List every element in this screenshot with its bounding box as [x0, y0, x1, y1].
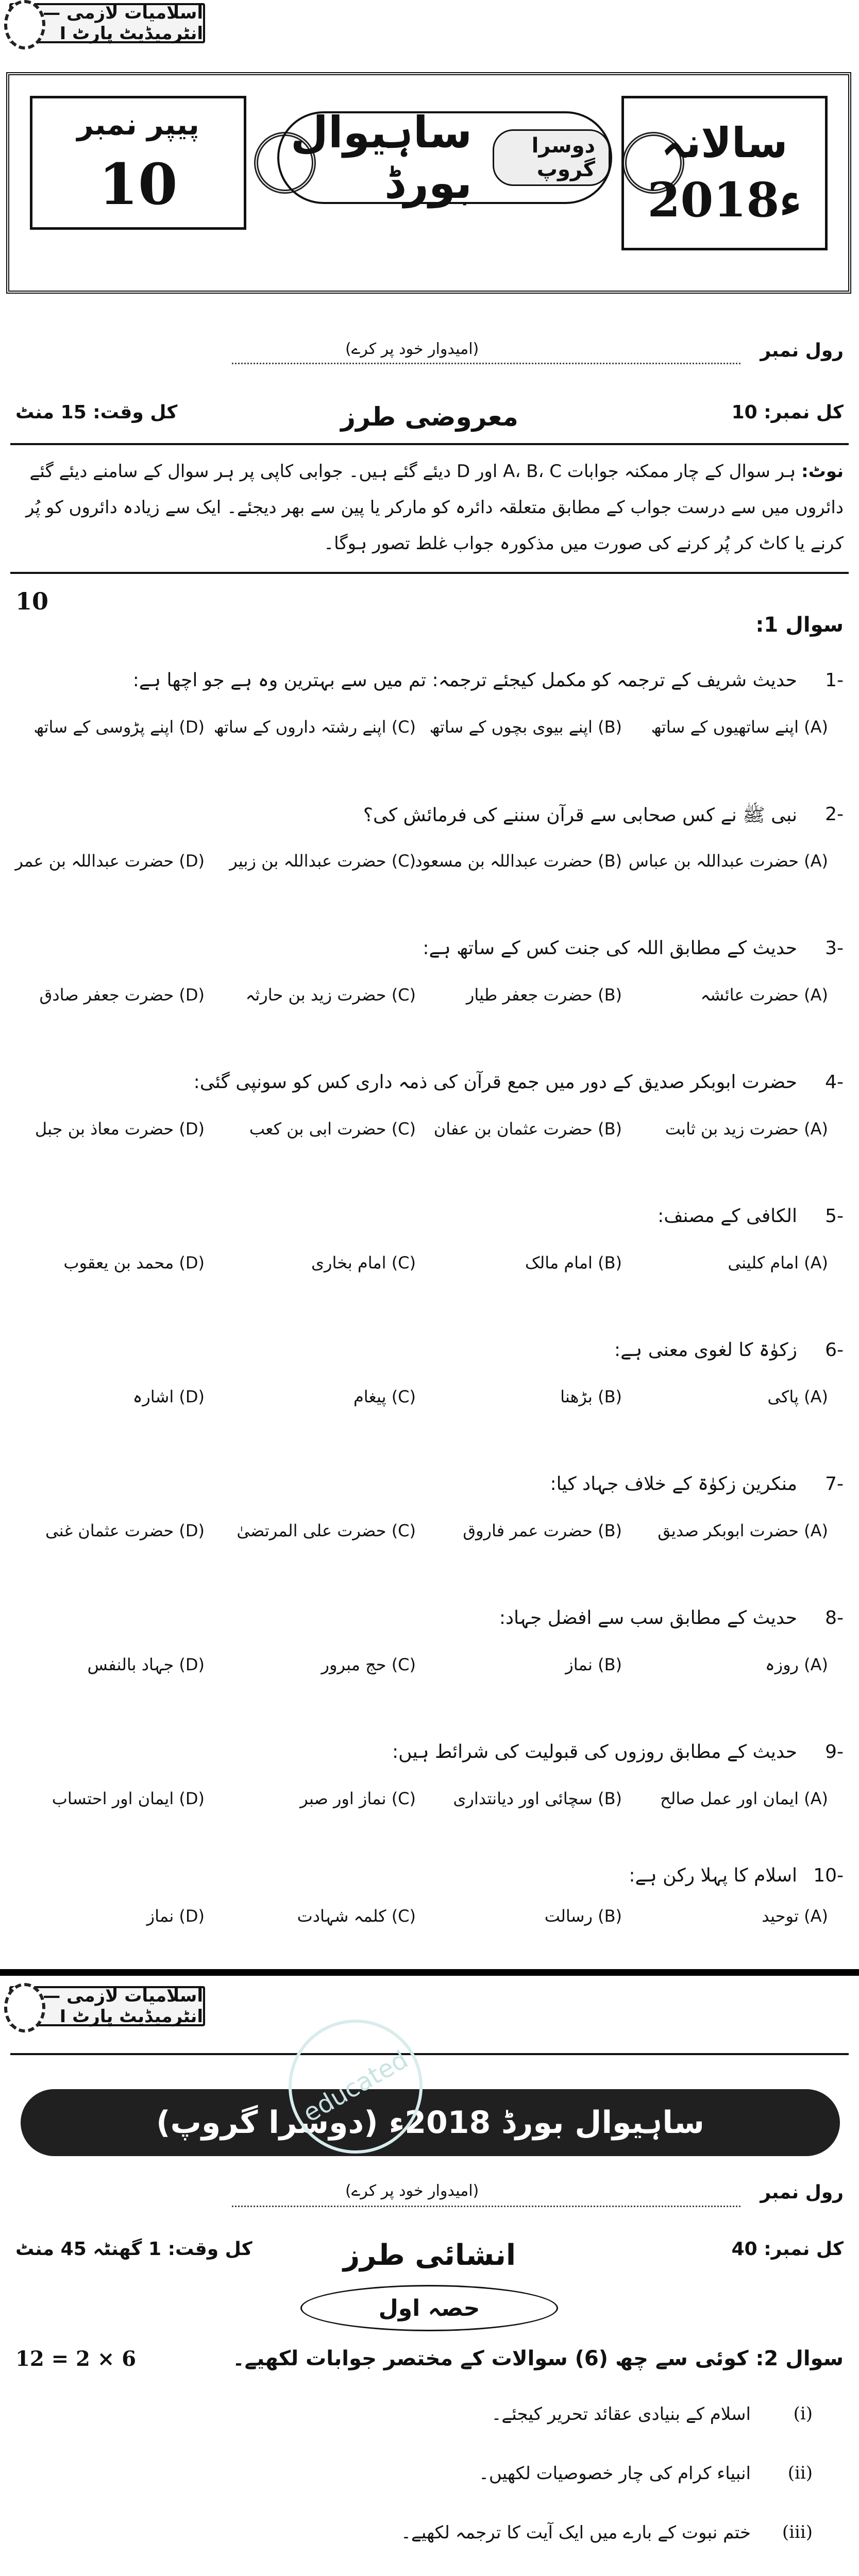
page-divider — [0, 1969, 859, 1976]
mcq-stem: حدیث کے مطابق روزوں کی قبولیت کی شرائط ہیں: — [392, 1741, 797, 1762]
paper-label: پیپر نمبر — [77, 108, 199, 142]
mcq-item — [15, 1741, 844, 1855]
roll-note: (امیدوار خود پر کرے) — [345, 340, 479, 358]
mcq-option-d[interactable]: (D) جہاد بالنفس — [87, 1655, 205, 1674]
short-question-text: ختم نبوت کے بارے میں ایک آیت کا ترجمہ لکھیے۔ — [400, 2522, 751, 2543]
mcq-number: -6 — [825, 1340, 844, 1361]
divider — [10, 572, 849, 574]
mcq-item — [15, 1340, 844, 1453]
subject-tag-text: اسلامیات لازمی — انٹرمیڈیٹ پارٹ I — [43, 3, 203, 44]
short-question — [15, 2403, 844, 2435]
totals-row — [15, 402, 844, 438]
mcq-option-d[interactable]: (D) محمد بن یعقوب — [63, 1253, 205, 1273]
question-instruction: کوئی سے چھ (6) سوالات کے مختصر جوابات لکھیے۔ — [232, 2347, 749, 2370]
mcq-option-b[interactable]: (B) امام مالک — [525, 1253, 622, 1273]
roman-numeral: (ii) — [787, 2463, 813, 2483]
mcq-stem: حدیث کے مطابق سب سے افضل جہاد: — [499, 1607, 797, 1629]
board-banner — [277, 107, 612, 208]
mcq-option-d[interactable]: (D) نماز — [146, 1906, 205, 1926]
mcq-option-a[interactable]: (A) اپنے ساتھیوں کے ساتھ — [651, 717, 828, 737]
roll-number-row — [15, 340, 844, 371]
mcq-option-d[interactable]: (D) اشارہ — [132, 1387, 205, 1406]
roman-numeral: (iii) — [782, 2522, 813, 2543]
mcq-stem: زکوٰۃ کا لغوی معنی ہے: — [614, 1340, 797, 1361]
question-number: سوال 2: — [755, 2347, 844, 2370]
mcq-item — [15, 1473, 844, 1587]
mcq-number: -1 — [825, 670, 844, 691]
subjective-paper-page — [0, 1976, 859, 2576]
watermark-text: educated — [298, 2045, 413, 2128]
group-pill: دوسرا گروپ — [493, 129, 610, 186]
roll-label: رول نمبر — [760, 340, 844, 361]
board-name: ساہیوال بورڈ — [291, 107, 473, 208]
roll-number-field[interactable] — [232, 2206, 740, 2207]
mcq-option-c[interactable]: (C) حج مبرور — [321, 1655, 416, 1674]
mcq-stem: حدیث شریف کے ترجمہ کو مکمل کیجئے ترجمہ: تم میں سے بہترین وہ ہے جو اچھا ہے: — [132, 670, 797, 691]
note-label: نوٹ: — [801, 461, 844, 482]
mcq-option-a[interactable]: (A) توحید — [762, 1906, 828, 1926]
mcq-option-c[interactable]: (C) امام بخاری — [311, 1253, 416, 1273]
divider — [10, 2053, 849, 2055]
annual-label: سالانہ — [661, 118, 788, 167]
question-marks: 6 × 2 = 12 — [15, 2347, 137, 2371]
question-2-label — [232, 2347, 844, 2370]
mcq-stem: منکرین زکوٰۃ کے خلاف جہاد کیا: — [550, 1473, 797, 1495]
mcq-option-d[interactable]: (D) حضرت معاذ بن جبل — [35, 1119, 205, 1139]
mcq-option-b[interactable]: (B) حضرت عمر فاروق — [463, 1521, 622, 1540]
time-allowed: کل وقت: 15 منٹ — [15, 402, 178, 423]
mcq-item — [15, 1072, 844, 1185]
paper-number-badge — [30, 96, 246, 230]
paper-header — [6, 72, 851, 294]
mcq-option-c[interactable]: (C) اپنے رشتہ داروں کے ساتھ — [213, 717, 416, 737]
roll-note: (امیدوار خود پر کرے) — [345, 2182, 479, 2200]
question-2-header — [15, 2347, 844, 2383]
mcq-option-a[interactable]: (A) ایمان اور عمل صالح — [660, 1789, 828, 1808]
mcq-item — [15, 670, 844, 783]
mcq-stem: الکافی کے مصنف: — [658, 1206, 797, 1227]
mcq-item — [15, 1607, 844, 1721]
mcq-option-a[interactable]: (A) حضرت زید بن ثابت — [665, 1119, 828, 1139]
totals-row — [15, 2239, 844, 2275]
mcq-option-a[interactable]: (A) امام کلینی — [728, 1253, 828, 1273]
subject-tag — [9, 3, 205, 43]
mcq-stem: نبی ﷺ نے کس صحابی سے قرآن سننے کی فرمائش کی؟ — [363, 805, 797, 826]
mcq-option-b[interactable]: (B) سچائی اور دیانتداری — [453, 1789, 622, 1808]
paper-type: انشائی طرز — [343, 2239, 516, 2272]
mcq-item — [15, 1865, 844, 1968]
mcq-number: -10 — [813, 1865, 844, 1886]
mcq-option-c[interactable]: (C) حضرت علی المرتضیٰ — [237, 1521, 416, 1540]
roll-number-field[interactable] — [232, 363, 740, 364]
mcq-number: -9 — [825, 1741, 844, 1762]
mcq-option-c[interactable]: (C) پیغام — [353, 1387, 416, 1406]
board-banner: ساہیوال بورڈ 2018ء (دوسرا گروپ) — [21, 2089, 840, 2156]
mcq-stem: حدیث کے مطابق اللہ کی جنت کس کے ساتھ ہے: — [423, 938, 797, 959]
mcq-option-a[interactable]: (A) حضرت عائشہ — [700, 985, 828, 1005]
paper-number: 10 — [98, 151, 178, 217]
mcq-stem: اسلام کا پہلا رکن ہے: — [629, 1865, 797, 1886]
total-marks: کل نمبر: 10 — [731, 402, 844, 423]
mcq-item — [15, 938, 844, 1051]
decorative-swirl-icon — [4, 1983, 45, 2032]
short-question-text: انبیاء کرام کی چار خصوصیات لکھیں۔ — [478, 2463, 751, 2484]
mcq-option-a[interactable]: (A) حضرت عبداللہ بن عباس — [628, 851, 828, 871]
roll-label: رول نمبر — [760, 2182, 844, 2203]
mcq-option-b[interactable]: (B) نماز — [565, 1655, 622, 1674]
mcq-number: -7 — [825, 1473, 844, 1495]
mcq-number: -2 — [825, 804, 844, 825]
divider — [10, 443, 849, 445]
mcq-item — [15, 1206, 844, 1319]
time-allowed: کل وقت: 1 گھنٹہ 45 منٹ — [15, 2239, 252, 2260]
mcq-number: -3 — [825, 938, 844, 959]
mcq-option-b[interactable]: (B) حضرت عثمان بن عفان — [433, 1119, 622, 1139]
roman-numeral: (i) — [793, 2403, 813, 2424]
instructions-note — [15, 453, 844, 562]
paper-type: معروضی طرز — [341, 402, 518, 432]
question-1-label: سوال 1: — [755, 613, 844, 637]
mcq-option-c[interactable]: (C) کلمہ شہادت — [297, 1906, 416, 1926]
mcq-option-d[interactable]: (D) حضرت جعفر صادق — [39, 985, 205, 1005]
short-question — [15, 2522, 844, 2554]
year: 2018ء — [647, 172, 802, 228]
mcq-number: -8 — [825, 1607, 844, 1629]
mcq-option-d[interactable]: (D) حضرت عبداللہ بن عمر — [15, 851, 205, 871]
mcq-number: -4 — [825, 1072, 844, 1093]
section-one-heading: حصہ اول — [300, 2285, 558, 2331]
mcq-option-b[interactable]: (B) اپنے بیوی بچوں کے ساتھ — [429, 717, 622, 737]
decorative-swirl-icon — [4, 0, 45, 49]
roll-number-row — [15, 2182, 844, 2218]
mcq-option-b[interactable]: (B) حضرت جعفر طیار — [466, 985, 622, 1005]
short-question — [15, 2463, 844, 2495]
annual-year-badge — [621, 96, 828, 250]
mcq-number: -5 — [825, 1206, 844, 1227]
mcq-option-d[interactable]: (D) اپنے پڑوسی کے ساتھ — [33, 717, 205, 737]
mcq-option-a[interactable]: (A) پاکی — [767, 1387, 828, 1406]
mcq-option-a[interactable]: (A) روزہ — [765, 1655, 828, 1674]
subject-tag — [9, 1986, 205, 2026]
mcq-option-c[interactable]: (C) نماز اور صبر — [300, 1789, 416, 1808]
short-question-text: اسلام کے بنیادی عقائد تحریر کیجئے۔ — [491, 2404, 751, 2425]
mcq-option-c[interactable]: (C) حضرت زید بن حارثہ — [245, 985, 416, 1005]
section-marks: 10 — [15, 587, 49, 615]
mcq-option-c[interactable]: (C) حضرت عبداللہ بن زبیر — [229, 851, 416, 871]
mcq-option-d[interactable]: (D) حضرت عثمان غنی — [45, 1521, 205, 1540]
subject-tag-text: اسلامیات لازمی — انٹرمیڈیٹ پارٹ I — [43, 1986, 203, 2027]
mcq-option-a[interactable]: (A) حضرت ابوبکر صدیق — [658, 1521, 828, 1540]
mcq-option-b[interactable]: (B) رسالت — [544, 1906, 622, 1926]
total-marks: کل نمبر: 40 — [731, 2239, 844, 2260]
mcq-option-b[interactable]: (B) بڑھنا — [560, 1387, 622, 1406]
mcq-option-b[interactable]: (B) حضرت عبداللہ بن مسعود — [415, 851, 622, 871]
mcq-stem: حضرت ابوبکر صدیق کے دور میں جمع قرآن کی ذمہ داری کس کو سونپی گئی: — [193, 1072, 797, 1093]
mcq-option-d[interactable]: (D) ایمان اور احتساب — [52, 1789, 205, 1808]
mcq-option-c[interactable]: (C) حضرت ابی بن کعب — [249, 1119, 416, 1139]
mcq-item — [15, 804, 844, 917]
note-text: ہر سوال کے چار ممکنہ جوابات A، B، C اور D دیئے گئے ہیں۔ جوابی کاپی پر ہر سوال کے سامنے دیئے گئے دائروں میں سے درست جواب کے مطابق متعلقہ دائرہ کو مارکر یا پین سے بھر دیجئے۔ ایک سے زیادہ دائروں کو پُر کرنے یا کاٹ کر پُر کرنے کی صورت میں مذکورہ جواب غلط تصور ہوگا۔ — [25, 461, 844, 554]
